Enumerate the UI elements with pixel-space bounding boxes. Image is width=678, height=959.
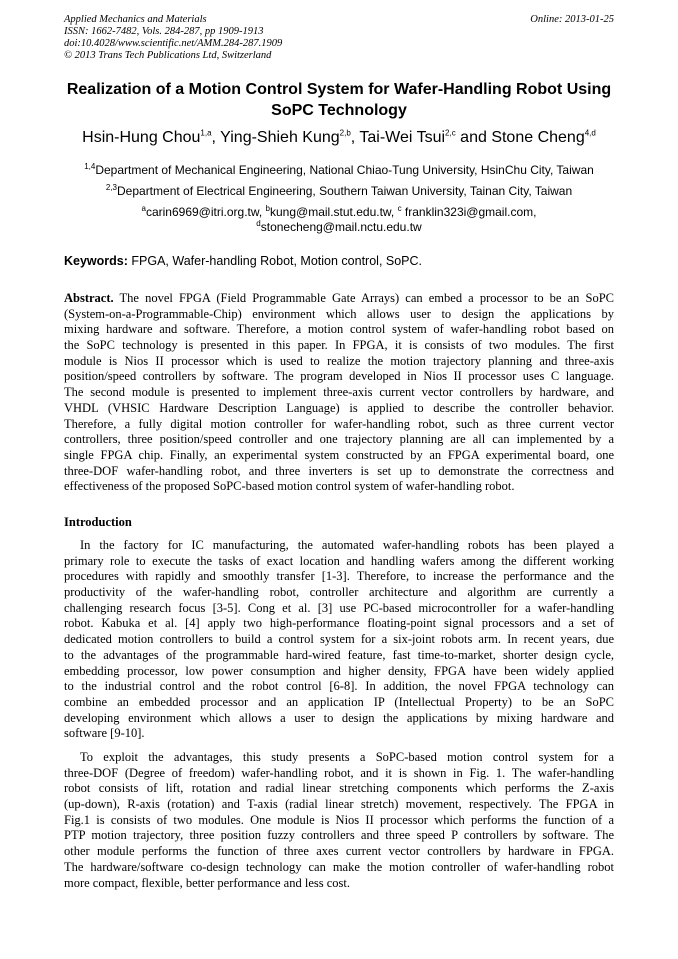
- sep: ,: [211, 129, 221, 146]
- email: franklin323i@gmail.com,: [401, 205, 537, 219]
- text-line: [64, 385, 614, 401]
- sup: b: [265, 204, 270, 213]
- text-line: [64, 601, 614, 617]
- line-text: Therefore, a fully digital motion controller for wafer-handling robot, such as three current vector: [64, 416, 614, 431]
- sup: a: [141, 204, 146, 213]
- issn: ISSN: 1662-7482, Vols. 284-287, pp 1909-1913: [64, 26, 264, 37]
- author-sup: 2,c: [445, 128, 456, 138]
- line-text: (up-down), R-axis (rotation) and T-axis (radial linear stretch) movement, respectively. The FPGA in: [64, 797, 614, 812]
- line-text: single FPGA chip. Finally, an experimental system constructed by an FPGA experimental board, one: [64, 447, 614, 462]
- text-line: [64, 766, 614, 782]
- title-line: Realization of a Motion Control System for Wafer-Handling Robot Using: [66, 81, 612, 98]
- text-line: [64, 679, 614, 695]
- keywords-text: FPGA, Wafer-handling Robot, Motion control, SoPC.: [127, 254, 423, 268]
- paper-title: [40, 79, 638, 121]
- abstract: [64, 291, 614, 495]
- text-line: [64, 479, 614, 495]
- line-text: dedicated motion controllers to build a control system for a six-joint robots arm. In recent years, due: [64, 632, 614, 647]
- text-line: [64, 569, 614, 585]
- text-line: [64, 711, 614, 727]
- line-text: Fig.1 is consists of two modules. One module is Nios II processor which performs the function of a: [64, 812, 614, 827]
- line-text: (System-on-a-Programmable-Chip) environment which allows user to design the applications by: [64, 306, 614, 321]
- text-line: [64, 338, 614, 354]
- line-text: module is Nios II processor which is used to realize the motion trajectory planning and three-axis: [64, 353, 614, 368]
- copyright: © 2013 Trans Tech Publications Ltd, Switzerland: [64, 50, 272, 61]
- line-text: combine an embedded processor and an application IP (Intellectual Property) to be an SoPC: [64, 694, 614, 709]
- text-line: [64, 322, 614, 338]
- line-text: effectiveness of the proposed SoPC-based motion control system of wafer-handling robot.: [64, 479, 515, 494]
- line-text: embedding processor, low power consumption and higher density, FPGA have been widely applied: [64, 663, 614, 678]
- online-date: Online: 2013-01-25: [530, 14, 614, 25]
- text-line: [64, 554, 614, 570]
- journal-header: [64, 14, 282, 62]
- line-text: To exploit the advantages, this study presents a SoPC-based motion control system for a: [80, 750, 614, 764]
- line-text: procedures with rapidly and smoothly transfer [1-3]. Therefore, to increase the performance and the: [64, 569, 614, 584]
- text-line: [64, 538, 614, 554]
- line-text: the SoPC technology is presented in this paper. In FPGA, it is consists of two modules. The first: [64, 338, 614, 353]
- line-text: The second module is presented to implement three-axis current vector controllers by hardware, and: [64, 385, 614, 400]
- line-text: challenging research focus [3-5]. Cong et al. [3] use PC-based microcontroller for a wafer-handling: [64, 600, 614, 615]
- line-text: PTP motion trajectory, three position fuzzy controllers and three speed P controllers by software. The: [64, 828, 614, 843]
- paragraph: [64, 750, 614, 891]
- text-line: [64, 860, 614, 876]
- text-line: [64, 632, 614, 648]
- line-text: controllers, three position/speed controller and one trajectory planning are all can implemented by a: [64, 432, 614, 447]
- line-text: to the industrial control and the robot control [6-8]. In addition, the novel FPGA technology can: [64, 679, 614, 694]
- text-line: [64, 813, 614, 829]
- affiliation: [0, 163, 678, 178]
- email: kung@mail.stut.edu.tw,: [270, 205, 398, 219]
- author: Tai-Wei Tsui: [359, 129, 446, 146]
- email: stonecheng@mail.nctu.edu.tw: [260, 220, 422, 234]
- author: Ying-Shieh Kung: [220, 129, 340, 146]
- doi: doi:10.4028/www.scientific.net/AMM.284-287.1909: [64, 38, 283, 49]
- paragraph: [64, 538, 614, 742]
- text-line: [64, 797, 614, 813]
- line-text: developing environment which allows a user to design the applications by mixing hardware and: [64, 710, 614, 725]
- line-text: robot consists of lift, rotation and radial linear stretching components which performs the Z-axis: [64, 781, 614, 796]
- author-sup: 4,d: [584, 128, 596, 138]
- text-line: [64, 726, 614, 742]
- aff-text: Department of Electrical Engineering, Southern Taiwan University, Tainan City, Taiwan: [117, 184, 573, 198]
- line-text: primary role to execute the tasks of exact location and handling wafers among the different working: [64, 553, 614, 568]
- line-text: software [9-10].: [64, 726, 145, 741]
- line-text: three-DOF wafer-handling robot, and three inverters is set up to demonstrate the correctness and: [64, 463, 614, 478]
- text-line: [64, 750, 614, 766]
- author-list: [0, 128, 678, 148]
- text-line: [64, 369, 614, 385]
- author-sup: 1,a: [200, 128, 212, 138]
- title-line: SoPC Technology: [271, 102, 407, 119]
- section-heading: Introduction: [64, 515, 132, 529]
- journal-name: Applied Mechanics and Materials: [64, 14, 207, 25]
- line-text: three-DOF (Degree of freedom) wafer-handling robot, and it is shown in Fig. 1. The wafer-handling: [64, 765, 614, 780]
- sep: ,: [350, 129, 360, 146]
- text-line: [64, 464, 614, 480]
- aff-text: Department of Mechanical Engineering, National Chiao-Tung University, HsinChu City, Taiwan: [95, 163, 594, 177]
- text-line: [64, 401, 614, 417]
- text-line: [64, 291, 614, 307]
- text-line: [64, 828, 614, 844]
- text-line: [64, 307, 614, 323]
- keywords: [64, 254, 422, 269]
- aff-sup: 2,3: [105, 183, 117, 192]
- abstract-label: Abstract.: [64, 291, 114, 305]
- affiliation: [0, 184, 678, 199]
- text-line: [64, 616, 614, 632]
- aff-sup: 1,4: [84, 162, 96, 171]
- line-text: other module performs the function of three axes current vector controllers by hardware in FPGA.: [64, 844, 614, 859]
- line-text: productivity of the wafer-handling robot, controller architecture and algorithm are currently a: [64, 585, 614, 600]
- text-line: [64, 354, 614, 370]
- line-text: The hardware/software co-design technology can make the motion controller of wafer-handling robot: [64, 859, 614, 874]
- sup: c: [397, 204, 402, 213]
- line-text: VHDL (VHSIC Hardware Description Language) is applied to describe the controller behavior.: [64, 400, 614, 415]
- text-line: [64, 781, 614, 797]
- line-text: to the advantages of the programmable hard-wired feature, fast time-to-market, shorter design cycle,: [64, 647, 614, 662]
- line-text: In the factory for IC manufacturing, the automated wafer-handling robots has been played a: [80, 538, 614, 552]
- text-line: [64, 664, 614, 680]
- emails: [0, 205, 678, 235]
- text-line: [64, 417, 614, 433]
- text-line: [64, 844, 614, 860]
- text-line: [64, 876, 614, 892]
- line-text: The novel FPGA (Field Programmable Gate Arrays) can embed a processor to be an SoPC: [113, 291, 614, 305]
- text-line: [64, 648, 614, 664]
- author: Stone Cheng: [491, 129, 585, 146]
- line-text: mixing hardware and software. Therefore, a motion control system of wafer-handling robot based on: [64, 322, 614, 337]
- sep: and: [455, 129, 492, 146]
- sup: d: [256, 219, 261, 228]
- email: carin6969@itri.org.tw,: [145, 205, 266, 219]
- line-text: more compact, flexible, better performance and less cost.: [64, 875, 350, 890]
- text-line: [64, 585, 614, 601]
- text-line: [64, 448, 614, 464]
- author: Hsin-Hung Chou: [82, 129, 201, 146]
- line-text: robot. Kabuka et al. [4] apply two high-performance floating-point signal processors and a set of: [64, 616, 614, 631]
- author-sup: 2,b: [339, 128, 351, 138]
- keywords-label: Keywords:: [64, 254, 128, 268]
- text-line: [64, 432, 614, 448]
- text-line: [64, 695, 614, 711]
- line-text: position/speed controllers by software. The program developed in Nios II processor uses C language.: [64, 369, 614, 384]
